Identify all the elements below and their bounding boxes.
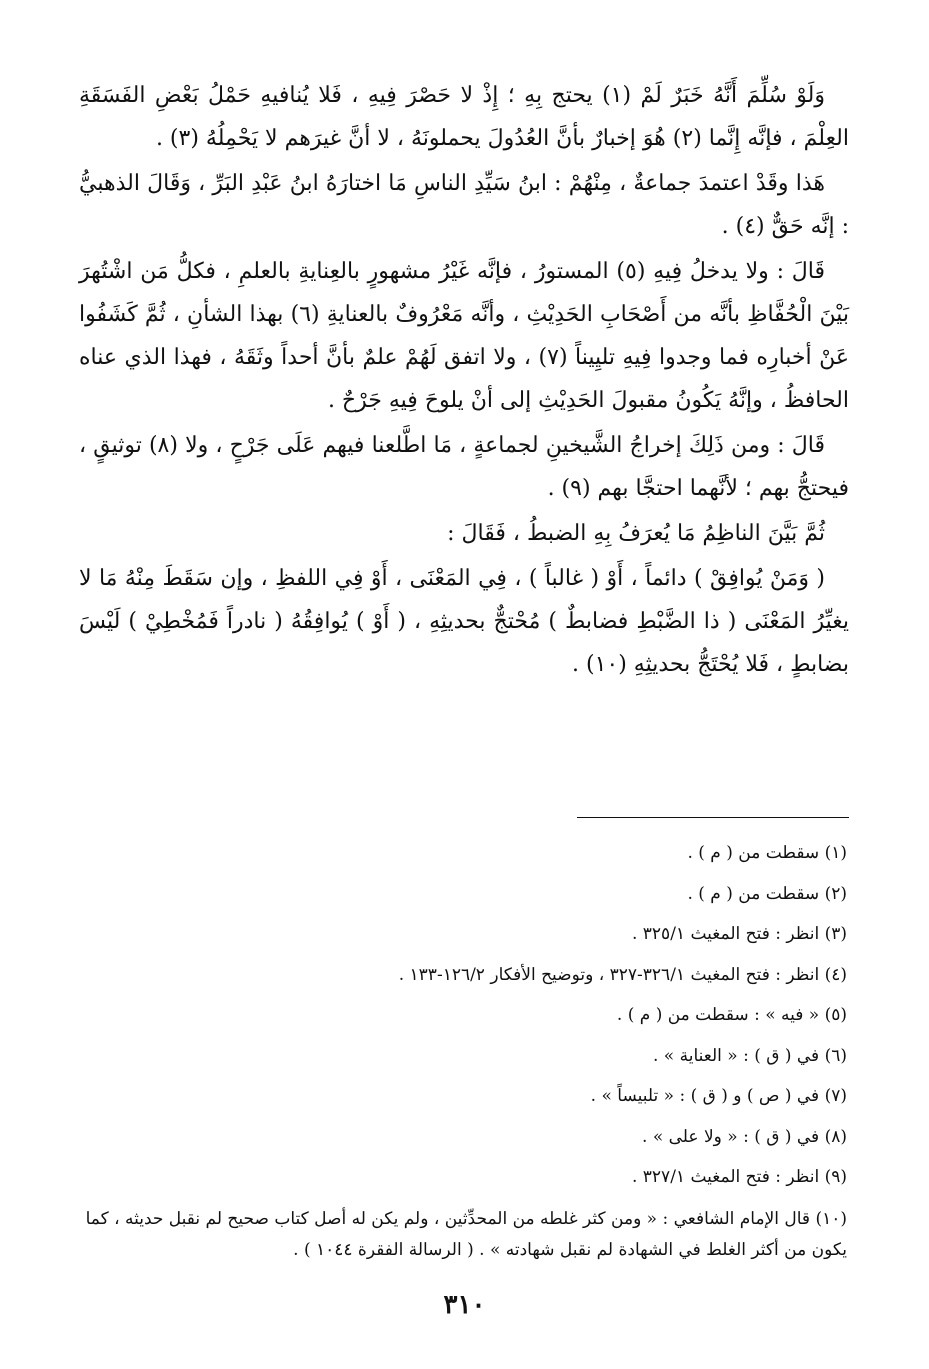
paragraph-5: ثُمَّ بَيَّنَ الناظِمُ مَا يُعرَفُ بِهِ الضبطُ ، فَقَالَ : bbox=[447, 521, 825, 546]
footnote-4: (٤) انظر : فتح المغيث ٣٢٦/١-٣٢٧ ، وتوضيح الأفكار ١٢٦/٢-١٣٣ . bbox=[398, 964, 847, 985]
footnote-7: (٧) في ( ص ) و ( ق ) : « تلبيساً » . bbox=[590, 1086, 847, 1106]
paragraph-4: قَالَ : ومن ذَلِكَ إخراجُ الشَّيخينِ لجماعةٍ ، مَا اطَّلعنا فيهم عَلَى جَرْحٍ ، ولا (٨) توثيقٍ ، فيحتجُّ بهم ؛ لأنَّهما احتجَّا بهم (٩) . bbox=[79, 433, 849, 501]
footnote-1: (١) سقطت من ( م ) . bbox=[687, 843, 847, 863]
paragraph-6: ( وَمَنْ يُوافِقْ ) دائماً ، أَوْ ( غالباً ) ، فِي المَعْنَى ، أَوْ فِي اللفظِ ، وإن سَقَطَ مِنْهُ مَا لا يغيِّرُ المَعْنَى ( ذا الضَّبْطِ فضابطٌ ) مُحْتجٌّ بحديثِهِ ، ( أَوْ ) يُوافِقُهُ ( نادراً فَمُخْطِيْ ) لَيْسَ بضابطٍ ، فَلا يُحْتَجُّ بحديثِهِ (١٠) . bbox=[79, 566, 849, 677]
footnotes bbox=[79, 833, 847, 1266]
footnote-6: (٦) في ( ق ) : « العناية » . bbox=[653, 1045, 847, 1066]
footnote-9: (٩) انظر : فتح المغيث ٣٢٧/١ . bbox=[631, 1167, 847, 1187]
main-text bbox=[79, 74, 849, 688]
footnote-divider bbox=[577, 817, 849, 818]
footnote-10: (١٠) قال الإمام الشافعي : « ومن كثر غلطه من المحدِّثين ، ولم يكن له أصل كتاب صحيح لم نقبل حديثه ، كما يكون من أكثر الغلط في الشهادة لم نقبل شهادته » . ( الرسالة الفقرة ١٠٤٤ ) . bbox=[85, 1208, 847, 1260]
footnote-5: (٥) « فيه » : سقطت من ( م ) . bbox=[616, 1005, 847, 1025]
page-number: ٣١٠ bbox=[443, 1290, 486, 1320]
paragraph-2: هَذا وقَدْ اعتمدَ جماعةٌ ، مِنْهُمْ : ابنُ سَيِّدِ الناسِ مَا اختارَهُ ابنُ عَبْدِ البَرِّ ، وَقَالَ الذهبيُّ : إنَّه حَقٌّ (٤) . bbox=[79, 171, 849, 239]
footnote-3: (٣) انظر : فتح المغيث ٣٢٥/١ . bbox=[631, 924, 847, 944]
footnote-2: (٢) سقطت من ( م ) . bbox=[687, 883, 847, 904]
footnote-8: (٨) في ( ق ) : « ولا على » . bbox=[642, 1126, 847, 1147]
paragraph-3: قَالَ : ولا يدخلُ فِيهِ (٥) المستورُ ، فإنَّه غَيْرُ مشهورٍ بالعِنايةِ بالعلمِ ، فكلُّ مَن اشْتُهرَ بَيْنَ الْحُفَّاظِ بأنَّه من أَصْحَابِ الحَدِيْثِ ، وأنَّه مَعْرُوفٌ بالعنايةِ (٦) بهذا الشأنِ ، ثُمَّ كَشَفُوا عَنْ أخبارِه فما وجدوا فِيهِ تليِيناً (٧) ، ولا اتفق لَهُمْ علمٌ بأنَّ أحداً وثَقَهُ ، فهذا الذي عناه الحافظُ ، وإنَّهُ يَكُونُ مقبولَ الحَدِيْثِ إلى أنْ يلوحَ فِيهِ جَرْحٌ . bbox=[79, 259, 850, 413]
paragraph-1: وَلَوْ سُلِّمَ أَنَّهُ خَبَرٌ لَمْ (١) يحتج بِهِ ؛ إِذْ لا حَصْرَ فِيهِ ، فَلا يُنافيهِ حَمْلُ بَعْضِ الفَسَقَةِ العِلْمَ ، فإنَّه إِنَّما (٢) هُوَ إخبارٌ بأنَّ العُدُولَ يحملونَهُ ، لا أنَّ غيرَهم لا يَحْمِلُهُ (٣) . bbox=[79, 83, 849, 151]
